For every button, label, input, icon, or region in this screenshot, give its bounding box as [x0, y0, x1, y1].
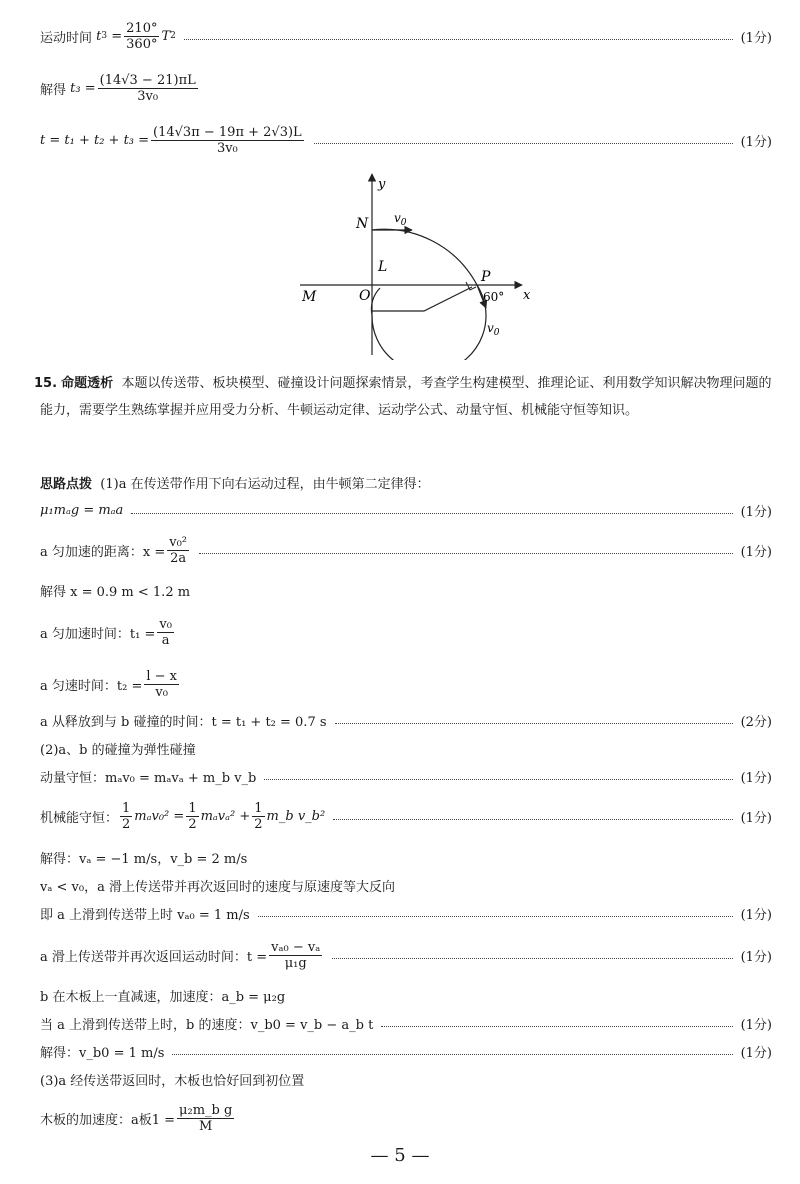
energy-term1: mₐv₀² = — [134, 808, 185, 824]
leader-dots — [131, 513, 732, 514]
total-time-num: (14√3π − 19π + 2√3)L — [153, 124, 302, 140]
step-energy — [40, 796, 772, 836]
step-solve-x — [40, 578, 772, 602]
t3-num: 210° — [126, 20, 158, 36]
step-board-accel — [40, 1098, 772, 1138]
step-total-t — [40, 708, 772, 732]
solve-t3-line — [40, 68, 772, 108]
return-time-num: vₐ₀ − vₐ — [271, 939, 321, 955]
newton-eq: μ₁mₐg = mₐa — [40, 502, 124, 518]
N-label: N — [356, 216, 369, 232]
b-decel-text: b 在木板上一直减速，加速度：a_b = μ₂g — [40, 989, 286, 1005]
step-solve-vb0 — [40, 1039, 772, 1063]
board-accel-label: 木板的加速度：a板1 = — [40, 1112, 176, 1128]
leader-dots — [264, 779, 732, 780]
board-accel-num: μ₂m_b g — [179, 1102, 233, 1118]
leader-dots — [335, 723, 733, 724]
y-label: y — [378, 177, 386, 192]
distance-den: 2a — [170, 550, 187, 566]
t1-label: a 匀加速时间：t₁ = — [40, 626, 156, 642]
radius-line — [372, 287, 472, 311]
leader-dots — [381, 1026, 732, 1027]
step-return-time — [40, 935, 772, 975]
score: (1分) — [740, 504, 772, 520]
lower-circle — [372, 285, 486, 360]
distance-fraction — [167, 535, 189, 566]
solve-label: 解得 — [40, 82, 67, 98]
angle-label: 60° — [483, 290, 505, 304]
score: (1分) — [740, 1045, 772, 1061]
t3-fraction — [124, 21, 159, 52]
page-number: — 5 — — [370, 1145, 430, 1166]
t1-fraction — [157, 617, 174, 648]
leader-dots — [184, 39, 733, 40]
t3-den: 360° — [126, 36, 158, 52]
score: (1分) — [740, 949, 772, 965]
T2-sub: 2 — [170, 31, 176, 41]
L-label: L — [378, 259, 388, 275]
M-label: M — [302, 289, 317, 305]
step-b-decel — [40, 983, 772, 1007]
total-time-lhs: t = t₁ + t₂ + t₃ = — [40, 132, 150, 148]
step-momentum — [40, 764, 772, 788]
q15-intro-text: 本题以传送带、板块模型、碰撞设计问题探索情景，考查学生构建模型、推理论证、利用数学知识解决物理问题的能力，需要学生熟练掌握并应用受力分析、牛顿运动定律、运动学公式、动量守恒、机械能守恒等知识。 — [40, 376, 772, 418]
time-t3-line: 运动时间 t 3 = $\frac{210^\circ}{360^\circ}$ T 2 (1分) — [40, 20, 772, 52]
board-accel-den: M — [199, 1118, 213, 1134]
upper-arc — [372, 229, 477, 285]
step-t1 — [40, 612, 772, 652]
score: (1分) — [740, 544, 772, 560]
velocities-text: 解得：vₐ = −1 m/s，v_b = 2 m/s — [40, 851, 248, 867]
va0-text: 即 a 上滑到传送带上时 vₐ₀ = 1 m/s — [40, 907, 250, 923]
step-vb0 — [40, 1011, 772, 1035]
leader-dots — [314, 143, 733, 144]
leader-dots — [333, 819, 732, 820]
step-part3 — [40, 1067, 772, 1091]
reverse-text: vₐ < v₀，a 滑上传送带并再次返回时的速度与原速度等大反向 — [40, 879, 395, 895]
leader-dots — [332, 958, 732, 959]
t3-result-num: (14√3 − 21)πL — [99, 72, 196, 88]
return-time-label: a 滑上传送带并再次返回运动时间：t = — [40, 949, 268, 965]
leader-dots — [258, 916, 733, 917]
t3-symbol: t — [96, 28, 102, 44]
step-elastic — [40, 736, 772, 760]
v0-top-label: $v_0$ — [394, 211, 407, 228]
step-va0 — [40, 901, 772, 925]
energy-term3: m_b v_b² — [266, 808, 326, 824]
score: (1分) — [740, 770, 772, 786]
half-fraction: $\frac{1}{2}$ — [254, 800, 263, 832]
step-reverse — [40, 873, 772, 897]
trajectory-figure — [290, 170, 540, 360]
T2-symbol: T — [161, 28, 171, 44]
t2-fraction — [144, 669, 179, 700]
energy-term2: mₐvₐ² + — [200, 808, 251, 824]
total-time-line — [40, 120, 772, 160]
score: (2分) — [740, 714, 772, 730]
step-velocities — [40, 845, 772, 869]
q15-number: 15. — [34, 376, 58, 391]
score: (1分) — [740, 134, 772, 150]
t3-result-fraction — [98, 73, 198, 104]
t1-den: a — [161, 632, 170, 648]
part3-text: (3)a 经传送带返回时，木板也恰好回到初位置 — [40, 1073, 305, 1089]
distance-label: a 匀加速的距离：x = — [40, 544, 166, 560]
elastic-text: (2)a、b 的碰撞为弹性碰撞 — [40, 742, 196, 758]
t2-label: a 匀速时间：t₂ = — [40, 678, 143, 694]
total-time-fraction — [151, 125, 304, 156]
t3-lhs: t₃ = — [70, 80, 96, 96]
half-fraction: $\frac{1}{2}$ — [122, 800, 131, 832]
return-time-den: μ₁g — [284, 955, 307, 971]
leader-dots — [172, 1054, 732, 1055]
distance-num: v₀² — [169, 534, 188, 550]
t3-sub: 3 — [101, 31, 108, 41]
v0-right-label: $v_0$ — [487, 321, 500, 338]
score: (1分) — [740, 907, 772, 923]
q15-intro — [34, 370, 772, 424]
leader-dots — [199, 553, 733, 554]
O-label: O — [359, 288, 371, 304]
hint-text: (1)a 在传送带作用下向右运动过程，由牛顿第二定律得： — [100, 476, 430, 492]
t1-num: v₀ — [159, 616, 172, 632]
t3-label: 运动时间 — [40, 30, 93, 46]
solve-x-text: 解得 x = 0.9 m < 1.2 m — [40, 584, 191, 600]
score: (1分) — [740, 1017, 772, 1033]
board-accel-fraction — [177, 1103, 234, 1134]
P-label: P — [481, 269, 491, 285]
total-time-den: 3v₀ — [216, 140, 238, 156]
t2-num: l − x — [146, 668, 177, 684]
step-distance — [40, 530, 772, 570]
score: (1分) — [740, 810, 772, 826]
vb0-text: 当 a 上滑到传送带上时，b 的速度：v_b0 = v_b − a_b t — [40, 1017, 374, 1033]
t3-result-den: 3v₀ — [137, 88, 159, 104]
hint-line — [40, 470, 772, 494]
x-label: x — [523, 288, 531, 303]
solve-vb0-text: 解得：v_b0 = 1 m/s — [40, 1045, 165, 1061]
energy-label: 机械能守恒： — [40, 810, 119, 826]
total-t-text: a 从释放到与 b 碰撞的时间：t = t₁ + t₂ = 0.7 s — [40, 714, 327, 730]
half-fraction: $\frac{1}{2}$ — [188, 800, 197, 832]
momentum-text: 动量守恒：mₐv₀ = mₐvₐ + m_b v_b — [40, 770, 257, 786]
return-time-fraction — [269, 940, 322, 971]
q15-heading: 命题透析 — [61, 376, 114, 391]
score: (1分) — [740, 30, 772, 46]
t2-den: v₀ — [155, 684, 168, 700]
step-newton — [40, 498, 772, 522]
hint-heading: 思路点拨 — [40, 476, 93, 492]
step-t2 — [40, 664, 772, 704]
